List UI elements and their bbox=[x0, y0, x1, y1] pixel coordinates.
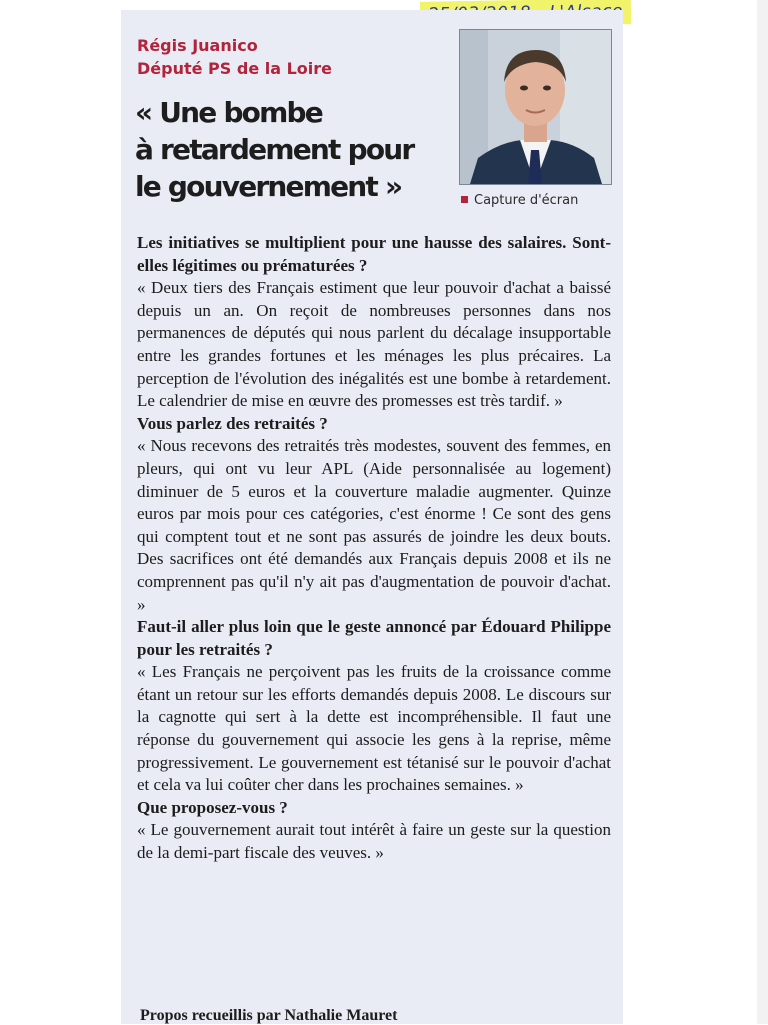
headline-line: « Une bombe bbox=[135, 96, 322, 129]
article-signature: Propos recueillis par Nathalie Mauret bbox=[140, 1007, 398, 1024]
photo-caption bbox=[461, 193, 578, 208]
author-role: Député PS de la Loire bbox=[137, 59, 333, 78]
interview-question: Que proposez-vous ? bbox=[137, 797, 288, 817]
interview-answer: « Deux tiers des Français estiment que leur pouvoir d'achat a baissé depuis un an. On reçoit de nombreuses personnes dans nos permanences de députés qui nous parlent du décalage insupportable entre les grandes fortunes et les ménages les plus précaires. La perception de l'évolution des inégalités est une bombe à retardement. Le calendrier de mise en œuvre des promesses est très tardif. » bbox=[137, 278, 611, 411]
interview-body bbox=[137, 232, 611, 865]
newspaper-clipping bbox=[121, 10, 623, 1024]
interview-question: Les initiatives se multiplient pour une hausse des salaires. Sont-elles légitimes ou prématurées ? bbox=[137, 233, 611, 275]
headline-line: le gouvernement » bbox=[135, 170, 402, 203]
interview-question: Faut-il aller plus loin que le geste annoncé par Édouard Philippe pour les retraités ? bbox=[137, 617, 611, 659]
interview-answer: « Le gouvernement aurait tout intérêt à faire un geste sur la question de la demi-part fiscale des veuves. » bbox=[137, 820, 611, 863]
author-name: Régis Juanico bbox=[137, 36, 258, 55]
portrait-illustration bbox=[460, 30, 611, 184]
interview-question: Vous parlez des retraités ? bbox=[137, 413, 328, 433]
interview-answer: « Les Français ne perçoivent pas les fruits de la croissance comme étant un retour sur les efforts demandés depuis 2008. Le discours sur la cagnotte qui sert à la dette est incompréhensible. Il faut une réponse du gouvernement qui associe les gens à la reprise, même progressivement. Le gouvernement est tétanisé sur le pouvoir d'achat et cela va lui coûter cher dans les prochaines semaines. » bbox=[137, 662, 611, 795]
scan-edge bbox=[757, 0, 768, 1024]
interview-answer: « Nous recevons des retraités très modestes, souvent des femmes, en pleurs, qui ont vu leur APL (Aide personnalisée au logement) diminuer de 5 euros et la couverture maladie augmenter. Quinze euros par mois pour ces catégories, c'est énorme ! Ce sont des gens qui comptent tout et ne sont pas assurés de joindre les deux bouts. Des sacrifices ont été demandés aux Français depuis 2008 et ils ne comprennent pas qu'il n'y ait pas d'augmentation de pouvoir d'achat. » bbox=[137, 436, 611, 614]
headline-line: à retardement pour bbox=[135, 133, 414, 166]
caption-square-icon bbox=[461, 196, 468, 203]
portrait-photo bbox=[459, 29, 612, 185]
headline bbox=[135, 94, 435, 205]
photo-caption-text: Capture d'écran bbox=[474, 193, 579, 208]
